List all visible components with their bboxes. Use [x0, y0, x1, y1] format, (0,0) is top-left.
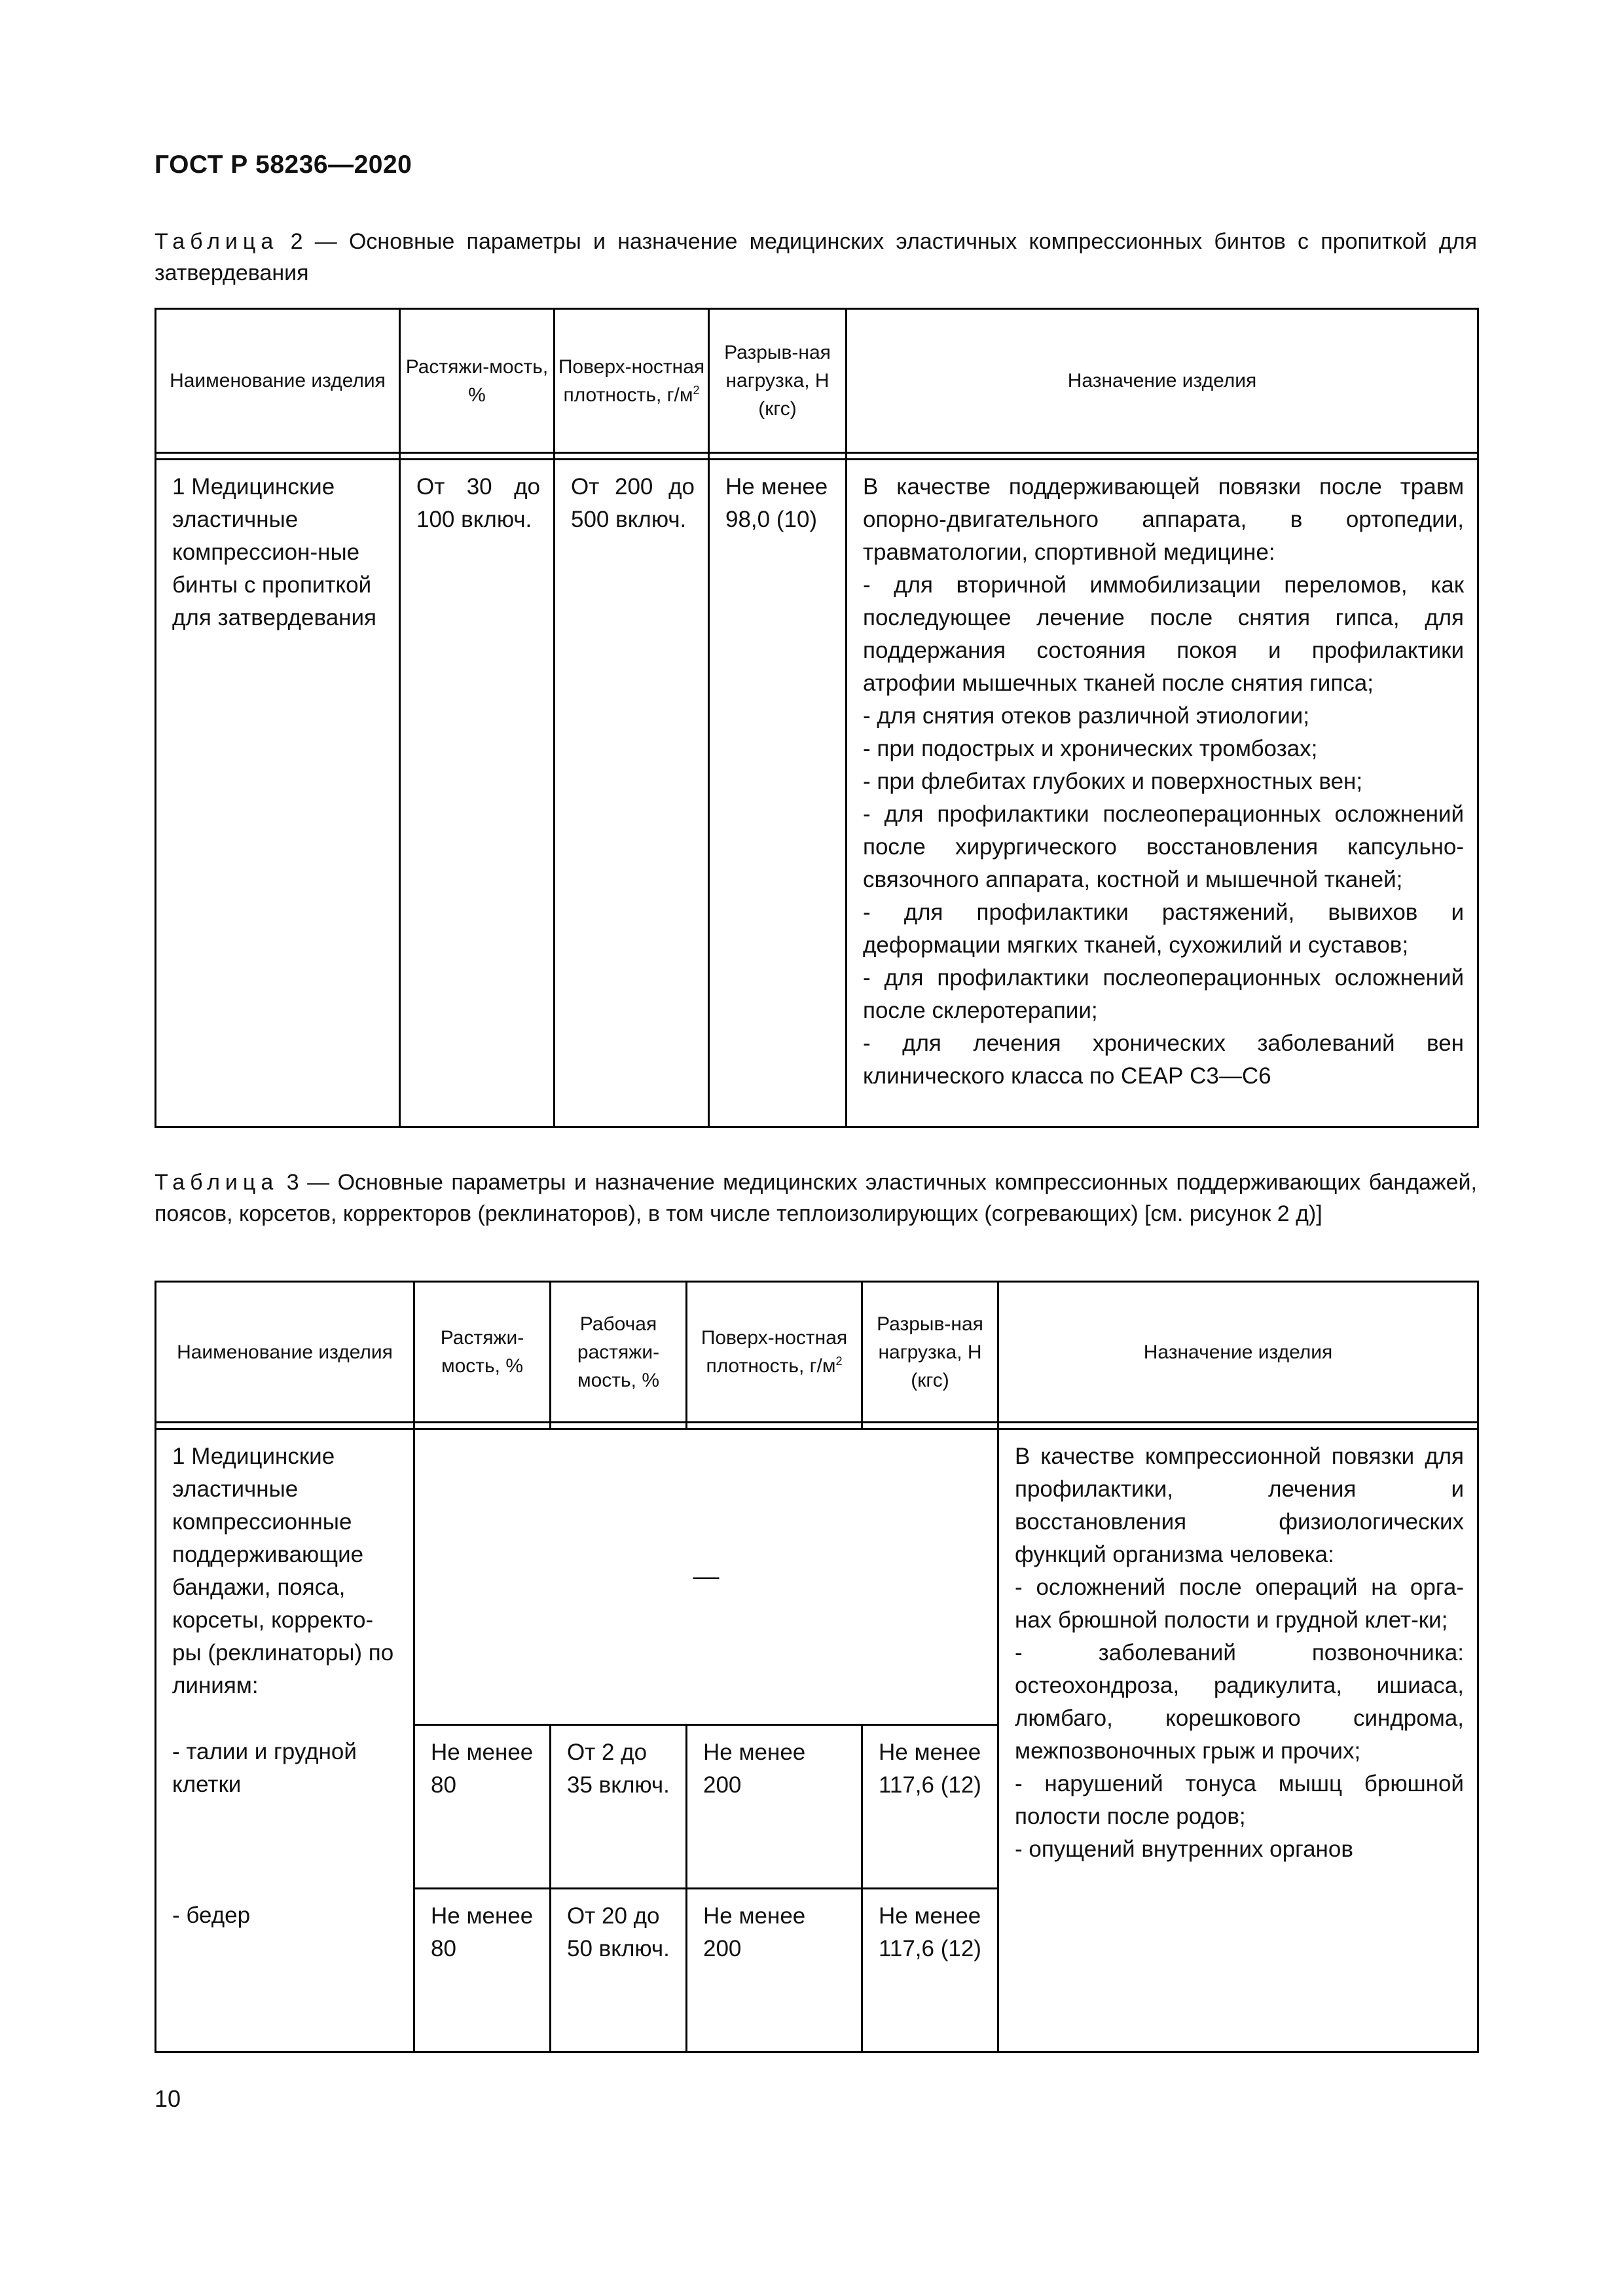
table2-caption-text: 2 — Основные параметры и назначение медицинских эластичных компрессионных бинтов с пропиткой для затвердевания: [155, 229, 1477, 285]
table2-cell-load: Не менее 98,0 (10): [709, 460, 847, 1127]
table3-cell-name: - бедер: [156, 1889, 414, 2052]
table3: [155, 1281, 1479, 2053]
table3-cell-stretch: Не менее 80: [414, 1725, 551, 1889]
table2: [155, 308, 1479, 1128]
purpose-line: - для профилактики послеоперационных осложнений после склеротерапии;: [863, 965, 1464, 1023]
table3-header-load: Разрыв-ная нагрузка, Н (кгс): [862, 1282, 998, 1423]
table3-header-purpose: Назначение изделия: [998, 1282, 1478, 1423]
purpose-line: В качестве компрессионной повязки для профилактики, лечения и восстановления физиологических функций организма человека:: [1015, 1444, 1464, 1567]
document-code: ГОСТ Р 58236—2020: [155, 151, 412, 179]
table2-header-name: Наименование изделия: [156, 309, 400, 453]
table3-caption: [155, 1167, 1477, 1230]
table2-cell-stretch: От 30 до 100 включ.: [400, 460, 555, 1127]
table2-header-density: Поверх-ностная плотность, $г/м^2$: [555, 309, 709, 453]
table3-cell-group-dash: —: [414, 1429, 998, 1725]
purpose-line: - при флебитах глубоких и поверхностных вен;: [863, 769, 1363, 794]
table3-caption-text: 3 — Основные параметры и назначение медицинских эластичных компрессионных поддерживающих бандажей, поясов, корсетов, корректоров (реклинаторов), в том числе теплоизолирующих (согревающих) [см. рисунок 2 д)]: [155, 1170, 1477, 1226]
table-row: [156, 1429, 1478, 1725]
purpose-line: - для лечения хронических заболеваний вен клинического класса по СЕАР С3—С6: [863, 1030, 1464, 1089]
table3-cell-purpose: [998, 1429, 1478, 2052]
table3-cell-load: Не менее 117,6 (12): [862, 1725, 998, 1889]
table3-header-stretch: Растяжи-мость, %: [414, 1282, 551, 1423]
table3-cell-load: Не менее 117,6 (12): [862, 1889, 998, 2052]
table2-caption-label: Таблица: [155, 229, 279, 254]
table2-header-stretch: Растяжи-мость, %: [400, 309, 555, 453]
purpose-line: - опущений внутренних органов: [1015, 1836, 1353, 1862]
table3-header-density: Поверх-ностная плотность, $г/м^2$: [687, 1282, 862, 1423]
table3-cell-work-stretch: От 20 до 50 включ.: [551, 1889, 687, 2052]
table3-cell-name: - талии и грудной клетки: [156, 1725, 414, 1889]
superscript: 2: [835, 1355, 843, 1368]
purpose-line: - для вторичной иммобилизации переломов, как последующее лечение после снятия гипса, для поддержания состояния покоя и профилактики атрофии мышечных тканей после снятия гипса;: [863, 572, 1464, 696]
table2-cell-name: 1 Медицинские эластичные компрессион-ные бинты с пропиткой для затвердевания: [156, 460, 400, 1127]
table2-cell-density: От 200 до 500 включ.: [555, 460, 709, 1127]
table3-cell-group-name: 1 Медицинские эластичные компрессионные поддерживающие бандажи, пояса, корсеты, корректо-ры (реклинаторы) по линиям:: [156, 1429, 414, 1725]
table3-caption-label: Таблица: [155, 1170, 279, 1195]
table2-cell-purpose: [847, 460, 1478, 1127]
table2-caption: [155, 226, 1477, 289]
table3-cell-density: Не менее 200: [687, 1725, 862, 1889]
superscript: 2: [693, 383, 700, 397]
purpose-line: - для профилактики растяжений, вывихов и деформации мягких тканей, сухожилий и суставов;: [863, 900, 1464, 958]
purpose-line: - для снятия отеков различной этиологии;: [863, 703, 1309, 729]
purpose-line: В качестве поддерживающей повязки после травм опорно-двигательного аппарата, в ортопедии, травматологии, спортивной медицине:: [863, 474, 1464, 565]
table2-header-purpose: Назначение изделия: [847, 309, 1478, 453]
table2-header-load: Разрыв-ная нагрузка, Н (кгс): [709, 309, 847, 453]
table3-header-name: Наименование изделия: [156, 1282, 414, 1423]
table3-cell-stretch: Не менее 80: [414, 1889, 551, 2052]
purpose-line: - нарушений тонуса мышц брюшной полости после родов;: [1015, 1771, 1464, 1829]
purpose-line: - для профилактики послеоперационных осложнений после хирургического восстановления капсульно-связочного аппарата, костной и мышечной тканей;: [863, 801, 1464, 892]
purpose-line: - заболеваний позвоночника: остеохондроза, радикулита, ишиаса, люмбаго, корешкового синдрома, межпозвоночных грыж и прочих;: [1015, 1640, 1464, 1764]
table3-cell-density: Не менее 200: [687, 1889, 862, 2052]
purpose-line: - при подострых и хронических тромбозах;: [863, 736, 1318, 761]
table-row: [156, 460, 1478, 1127]
table3-header-work-stretch: Рабочая растяжи-мость, %: [551, 1282, 687, 1423]
purpose-line: - осложнений после операций на орга-нах брюшной полости и грудной клет-ки;: [1015, 1575, 1464, 1633]
table3-cell-work-stretch: От 2 до 35 включ.: [551, 1725, 687, 1889]
page-number: 10: [155, 2085, 181, 2112]
